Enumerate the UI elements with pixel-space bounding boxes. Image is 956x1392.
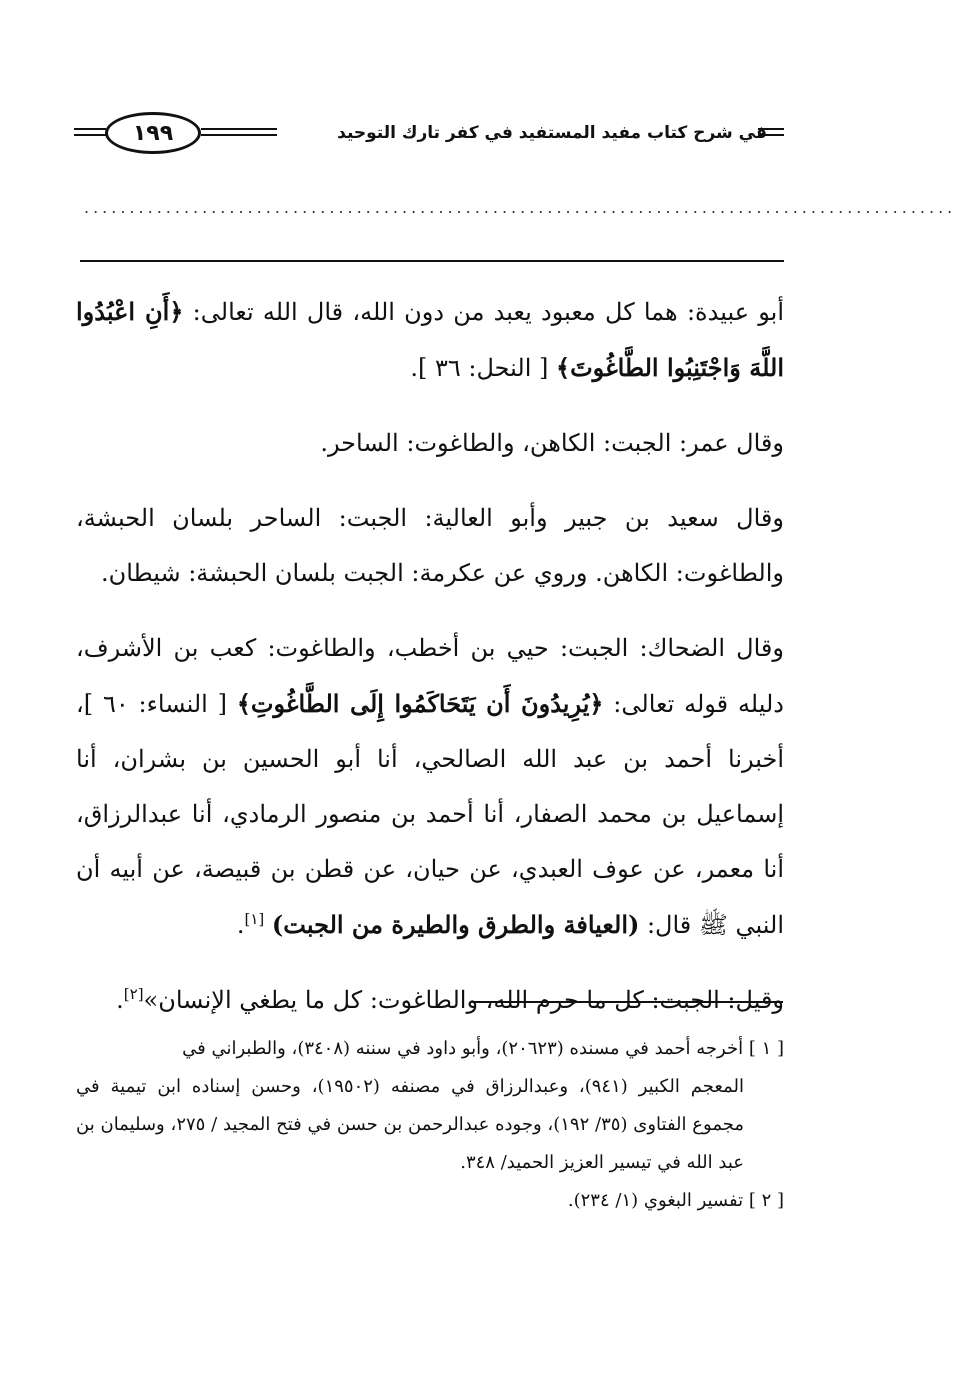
paragraph-dahhak: وقال الضحاك: الجبت: حيي بن أخطب، والطاغوت: كعب بن الأشرف، دليله قوله تعالى: ﴿يُرِيدُونَ أَن يَتَحَاكَمُوا إِلَى الطَّاغُوتِ﴾ [ النساء: ٦٠ ]، أخبرنا أحمد بن عبد الله الصالحي، أنا أبو الحسين بن بشران، أنا إسماعيل بن محمد الصفار، أنا أحمد بن منصور الرمادي، أنا عبدالرزاق، أنا معمر، عن عوف العبدي، عن حيان، عن قطن بن قبيصة، عن أبيه أن النبي ﷺ قال: (العيافة والطرق والطيرة من الجبت) [١]. [76,634,784,939]
dotted-separator: ................................................................................................ [84,198,956,217]
paragraph-abu-ubaida: أبو عبيدة: هما كل معبود يعبد من دون الله، قال الله تعالى: ﴿أَنِ اعْبُدُوا اللَّهَ وَاجْتَنِبُوا الطَّاغُوتَ﴾ [ النحل: ٣٦ ]. [76,297,785,382]
running-header-title: في شرح كتاب مفيد المستفيد في كفر تارك التوحيد [337,123,767,143]
paragraph-qila: وقيل: الجبت: كل ما حرم الله، والطاغوت: كل ما يطغي الإنسان»[٢]. [116,985,784,1014]
quran-verse: ﴿يُرِيدُونَ أَن يَتَحَاكَمُوا إِلَى الطَّاغُوتِ﴾ [236,689,604,718]
header-rule-left [74,128,106,136]
footnote-ref-1[interactable]: [١] [244,910,265,928]
footnote-separator [473,1001,783,1003]
paragraph-umar: وقال عمر: الجبت: الكاهن، والطاغوت: الساحر. [320,429,784,457]
page-number: ١٩٩ [132,120,174,146]
quran-verse: ﴿أَنِ اعْبُدُوا اللَّهَ وَاجْتَنِبُوا الطَّاغُوتَ﴾ [76,297,784,382]
header-rule-bottom [80,260,784,262]
page-number-oval [105,112,201,154]
footnotes [76,1030,784,1220]
main-text [76,284,784,1048]
footnote-1: [ ١ ] أخرجه أحمد في مسنده (٢٠٦٢٣)، وأبو داود في سننه (٣٤٠٨)، والطبراني في [182,1038,784,1059]
footnote-2: [ ٢ ] تفسير البغوي (١/ ٢٣٤). [567,1190,784,1211]
hadith-text: (العيافة والطرق والطيرة من الجبت) [271,910,640,939]
paragraph-said-ibn-jubayr: وقال سعيد بن جبير وأبو العالية: الجبت: الساحر بلسان الحبشة، والطاغوت: الكاهن. وروي عن عكرمة: الجبت بلسان الحبشة: شيطان. [76,504,784,587]
header-rule-middle [201,128,277,136]
footnote-ref-2[interactable]: [٢] [123,985,144,1003]
footnote-1-continued: المعجم الكبير (٩٤١)، وعبدالرزاق في مصنفه (١٩٥٠٢)، وحسن إسناده ابن تيمية في مجموع الفتاوى (٣٥/ ١٩٢)، وجوده عبدالرحمن بن حسن في فتح المجيد / ٢٧٥، وسليمان بن عبد الله في تيسير العزيز الحميد/ ٣٤٨. [76,1076,745,1173]
